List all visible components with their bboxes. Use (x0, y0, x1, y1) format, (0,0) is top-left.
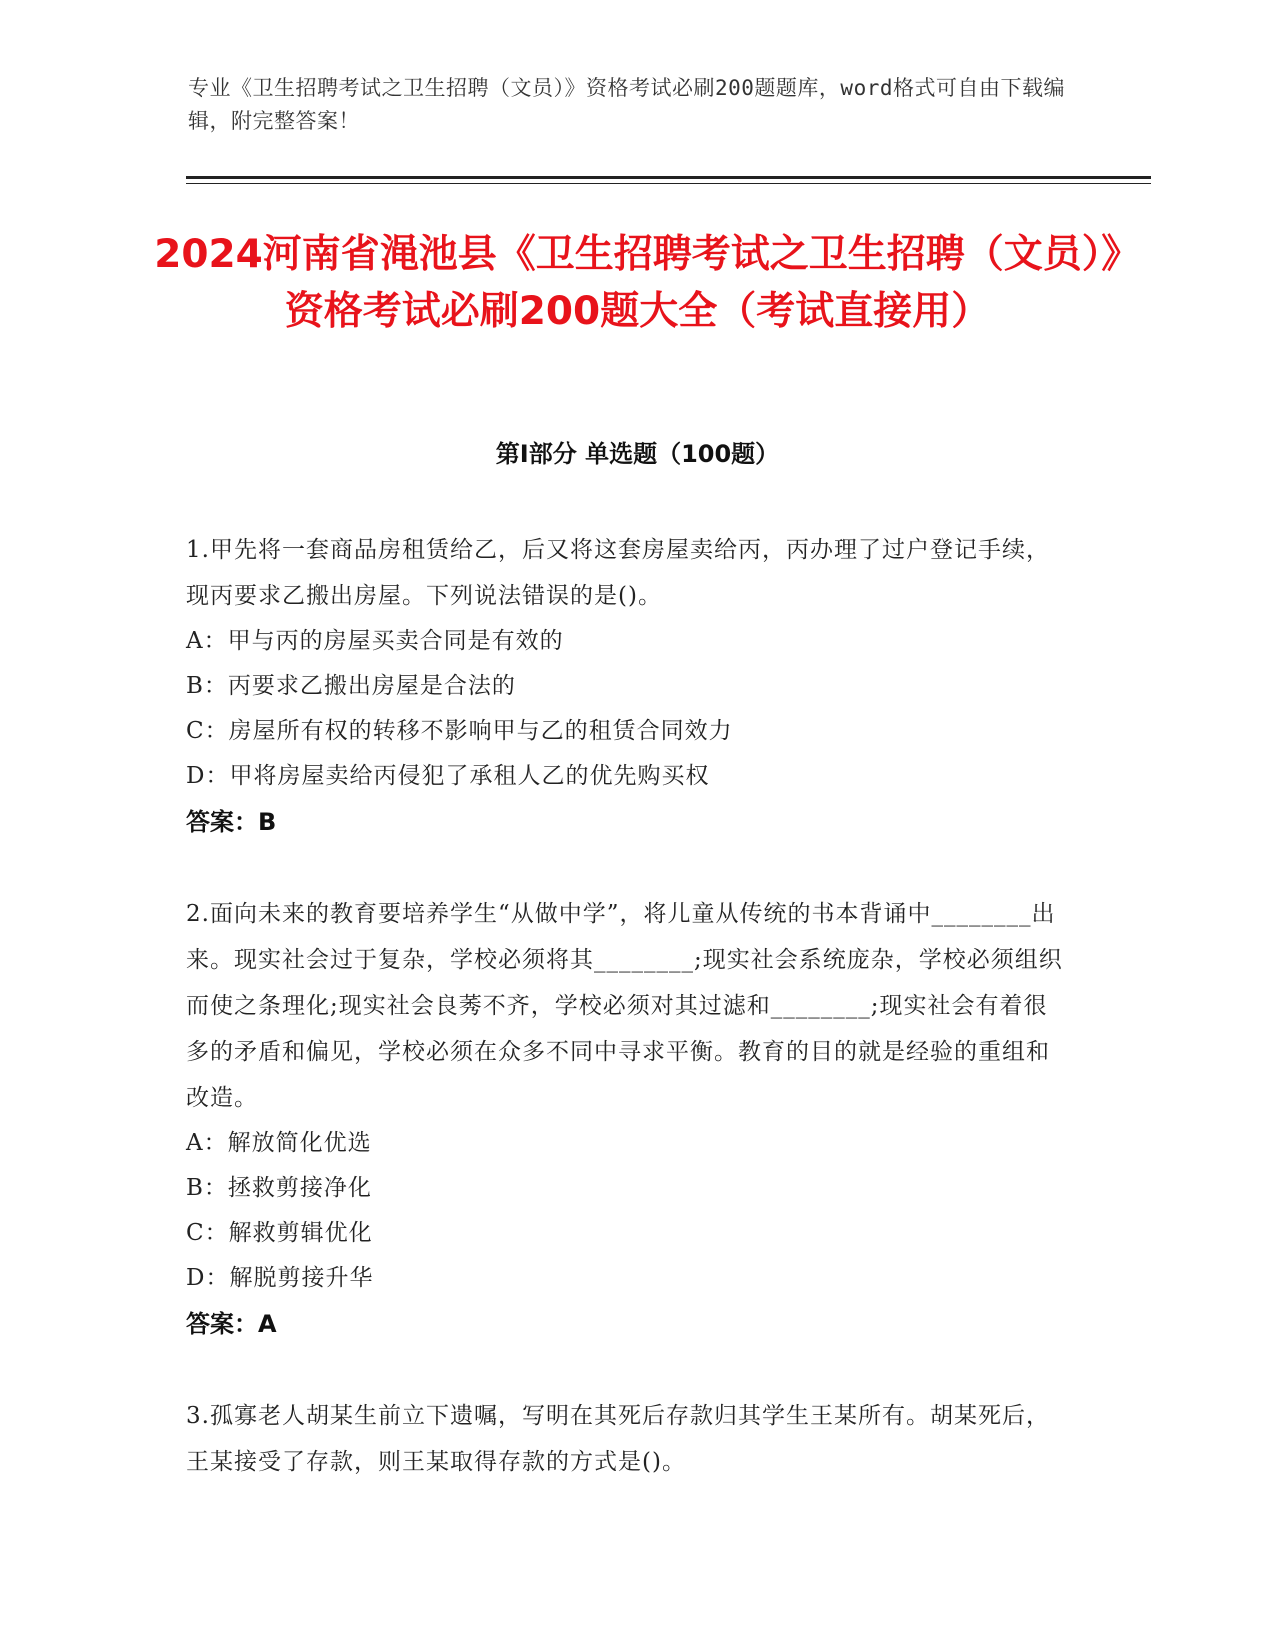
document-title: 2024河南省渑池县《卫生招聘考试之卫生招聘（文员）》资格考试必刷200题大全（考试直接用） (154, 232, 1121, 334)
option-a: A：甲与丙的房屋买卖合同是有效的 (186, 628, 564, 654)
section-title: 第Ⅰ部分 单选题（100题） (495, 440, 780, 468)
question-3 (186, 1393, 1066, 1485)
question-stem: 3.孤寡老人胡某生前立下遗嘱，写明在其死后存款归其学生王某所有。胡某死后，王某接受了存款，则王某取得存款的方式是()。 (186, 1403, 1050, 1475)
option-c: C：房屋所有权的转移不影响甲与乙的租赁合同效力 (186, 718, 733, 744)
header-divider-thick (186, 176, 1151, 179)
question-stem: 2.面向未来的教育要培养学生“从做中学”，将儿童从传统的书本背诵中________出来。现实社会过于复杂，学校必须将其________;现实社会系统庞杂，学校必须组织而使之条理化;现实社会良莠不齐，学校必须对其过滤和________;现实社会有着很多的矛盾和偏见，学校必须在众多不同中寻求平衡。教育的目的就是经验的重组和改造。 (186, 901, 1063, 1111)
answer-line: 答案：B (186, 808, 277, 836)
question-1 (186, 527, 1066, 845)
question-list (186, 527, 1066, 1531)
option-b: B：拯救剪接净化 (186, 1175, 372, 1201)
option-a: A：解放简化优选 (186, 1130, 372, 1156)
option-d: D：甲将房屋卖给丙侵犯了承租人乙的优先购买权 (186, 763, 710, 789)
option-c: C：解救剪辑优化 (186, 1220, 373, 1246)
answer-line: 答案：A (186, 1310, 277, 1338)
header-note: 专业《卫生招聘考试之卫生招聘（文员）》资格考试必刷200题题库，word格式可自由下载编辑，附完整答案！ (188, 76, 1065, 133)
option-b: B：丙要求乙搬出房屋是合法的 (186, 673, 516, 699)
header-divider-thin (186, 183, 1151, 184)
option-d: D：解脱剪接升华 (186, 1265, 374, 1291)
question-2 (186, 891, 1066, 1347)
question-stem: 1.甲先将一套商品房租赁给乙，后又将这套房屋卖给丙，丙办理了过户登记手续，现丙要求乙搬出房屋。下列说法错误的是()。 (186, 537, 1050, 609)
